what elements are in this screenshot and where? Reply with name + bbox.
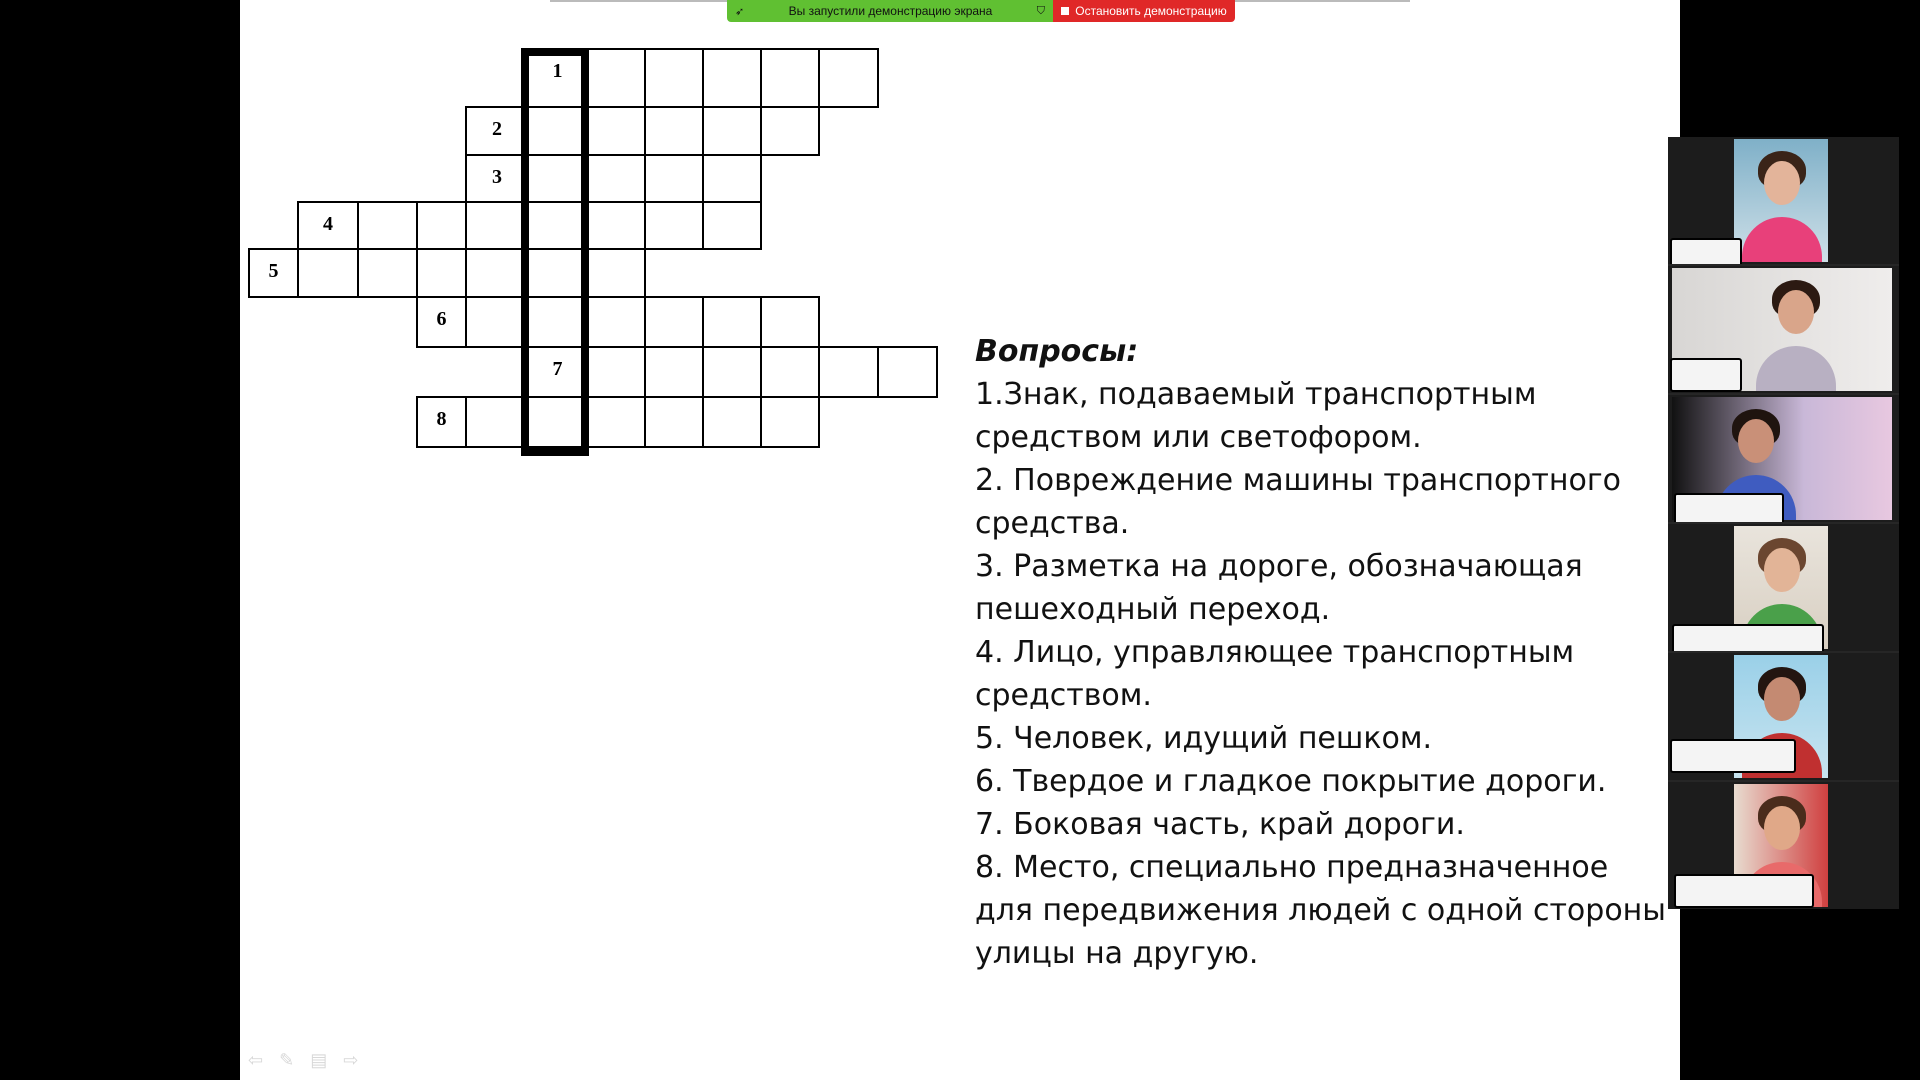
participant-tile[interactable] [1668,653,1899,780]
crossword-cell[interactable] [760,296,820,348]
question-item: 2. Повреждение машины транспортного средства. [975,463,1621,541]
clue-number: 3 [492,166,502,188]
crossword-cell[interactable] [760,48,820,108]
crossword-cell[interactable] [760,106,820,156]
share-status[interactable] [727,0,1053,22]
crossword-cell[interactable] [644,106,704,156]
crossword-cell[interactable] [586,346,646,398]
participant-name-redacted [1674,874,1814,908]
question-item: 4. Лицо, управляющее транспортным средством. [975,635,1575,713]
crossword-cell[interactable] [644,48,704,108]
crossword-cell[interactable] [702,296,762,348]
question-item: 8. Место, специально предназначенное для передвижения людей с одной стороны улицы на другую. [975,850,1666,971]
crossword-cell[interactable] [527,106,588,156]
crossword-cell[interactable] [760,346,820,398]
stop-share-label: Остановить демонстрацию [1075,4,1227,18]
crossword-cell[interactable] [644,396,704,448]
crossword-cell[interactable] [644,201,704,250]
pin-icon[interactable]: ➶ [735,5,745,18]
crossword-cell[interactable] [702,48,762,108]
crossword-cell[interactable] [527,154,588,204]
clue-number: 4 [323,213,333,235]
crossword-cell[interactable] [527,346,588,398]
clue-number: 1 [552,60,563,82]
participant-name-redacted [1670,238,1742,264]
pen-icon[interactable]: ✎ [279,1050,295,1070]
menu-icon[interactable]: ▤ [310,1050,328,1070]
crossword-cell[interactable] [818,346,879,398]
crossword-cell[interactable] [586,248,646,298]
participant-name-redacted [1674,493,1784,522]
crossword-cell[interactable] [527,396,588,448]
crossword-cell[interactable] [760,396,820,448]
crossword-cell[interactable] [644,346,704,398]
clue-number: 6 [436,308,447,330]
clue-number: 7 [552,358,563,380]
question-item: 3. Разметка на дороге, обозначающая пешеходный переход. [975,549,1583,627]
crossword-cell[interactable] [416,296,467,348]
crossword-cell[interactable] [586,296,646,348]
crossword-cell[interactable] [702,106,762,156]
crossword-cell[interactable] [416,248,467,298]
crossword-cell[interactable] [465,248,529,298]
crossword-cell[interactable] [702,154,762,204]
crossword-cell[interactable] [644,154,704,204]
crossword-cell[interactable] [527,201,588,250]
crossword-cell[interactable] [527,48,588,108]
question-item: 5. Человек, идущий пешком. [975,721,1432,756]
crossword-cell[interactable] [465,201,529,250]
question-item: 7. Боковая часть, край дороги. [975,807,1465,842]
crossword-cell[interactable] [465,106,529,156]
crossword-cell[interactable] [877,346,938,398]
participant-name-redacted [1672,624,1824,651]
crossword-cell[interactable] [818,48,879,108]
participant-tile[interactable] [1668,266,1899,393]
clue-number: 8 [436,408,447,430]
crossword-cell[interactable] [586,396,646,448]
next-icon[interactable]: ⇨ [343,1050,359,1070]
crossword-cell[interactable] [527,248,588,298]
clue-number: 5 [268,260,279,282]
crossword-cell[interactable] [357,248,418,298]
participant-tile[interactable] [1668,137,1899,264]
crossword-cell[interactable] [465,396,529,448]
crossword-cell[interactable] [702,396,762,448]
crossword-cell[interactable] [465,296,529,348]
crossword-cell[interactable] [297,248,359,298]
crossword-cell[interactable] [586,201,646,250]
crossword-cell[interactable] [702,346,762,398]
crossword-cell[interactable] [416,396,467,448]
crossword-cell[interactable] [297,201,359,250]
crossword-cell[interactable] [527,296,588,348]
crossword-cell[interactable] [357,201,418,250]
question-item: 1.Знак, подаваемый транспортным средством или светофором. [975,377,1537,455]
stop-share-button[interactable] [1053,0,1235,22]
questions-heading: Вопросы: [975,334,1139,369]
crossword-cell[interactable] [702,201,762,250]
participant-tile[interactable] [1668,395,1899,522]
participants-panel [1668,137,1899,909]
undo-icon[interactable]: ⇦ [248,1050,264,1070]
crossword-cell[interactable] [586,154,646,204]
participant-name-redacted [1670,358,1742,392]
crossword-cell[interactable] [416,201,467,250]
share-status-label: Вы запустили демонстрацию экрана [788,4,993,18]
annotation-toolbar [248,1050,358,1071]
stop-icon [1061,7,1069,15]
participant-name-redacted [1670,739,1796,773]
questions-panel [975,330,1675,975]
participant-tile[interactable] [1668,524,1899,651]
crossword-cell[interactable] [248,248,299,298]
crossword-cell[interactable] [644,296,704,348]
crossword-cell[interactable] [465,154,529,204]
participant-video [1734,139,1828,262]
screen-share-bar [727,0,1235,22]
crossword-cell[interactable] [586,106,646,156]
participant-tile[interactable] [1668,782,1899,909]
clue-number: 2 [492,118,502,140]
question-item: 6. Твердое и гладкое покрытие дороги. [975,764,1607,799]
crossword-cell[interactable] [586,48,646,108]
shield-icon: ⛉ [1036,4,1045,17]
